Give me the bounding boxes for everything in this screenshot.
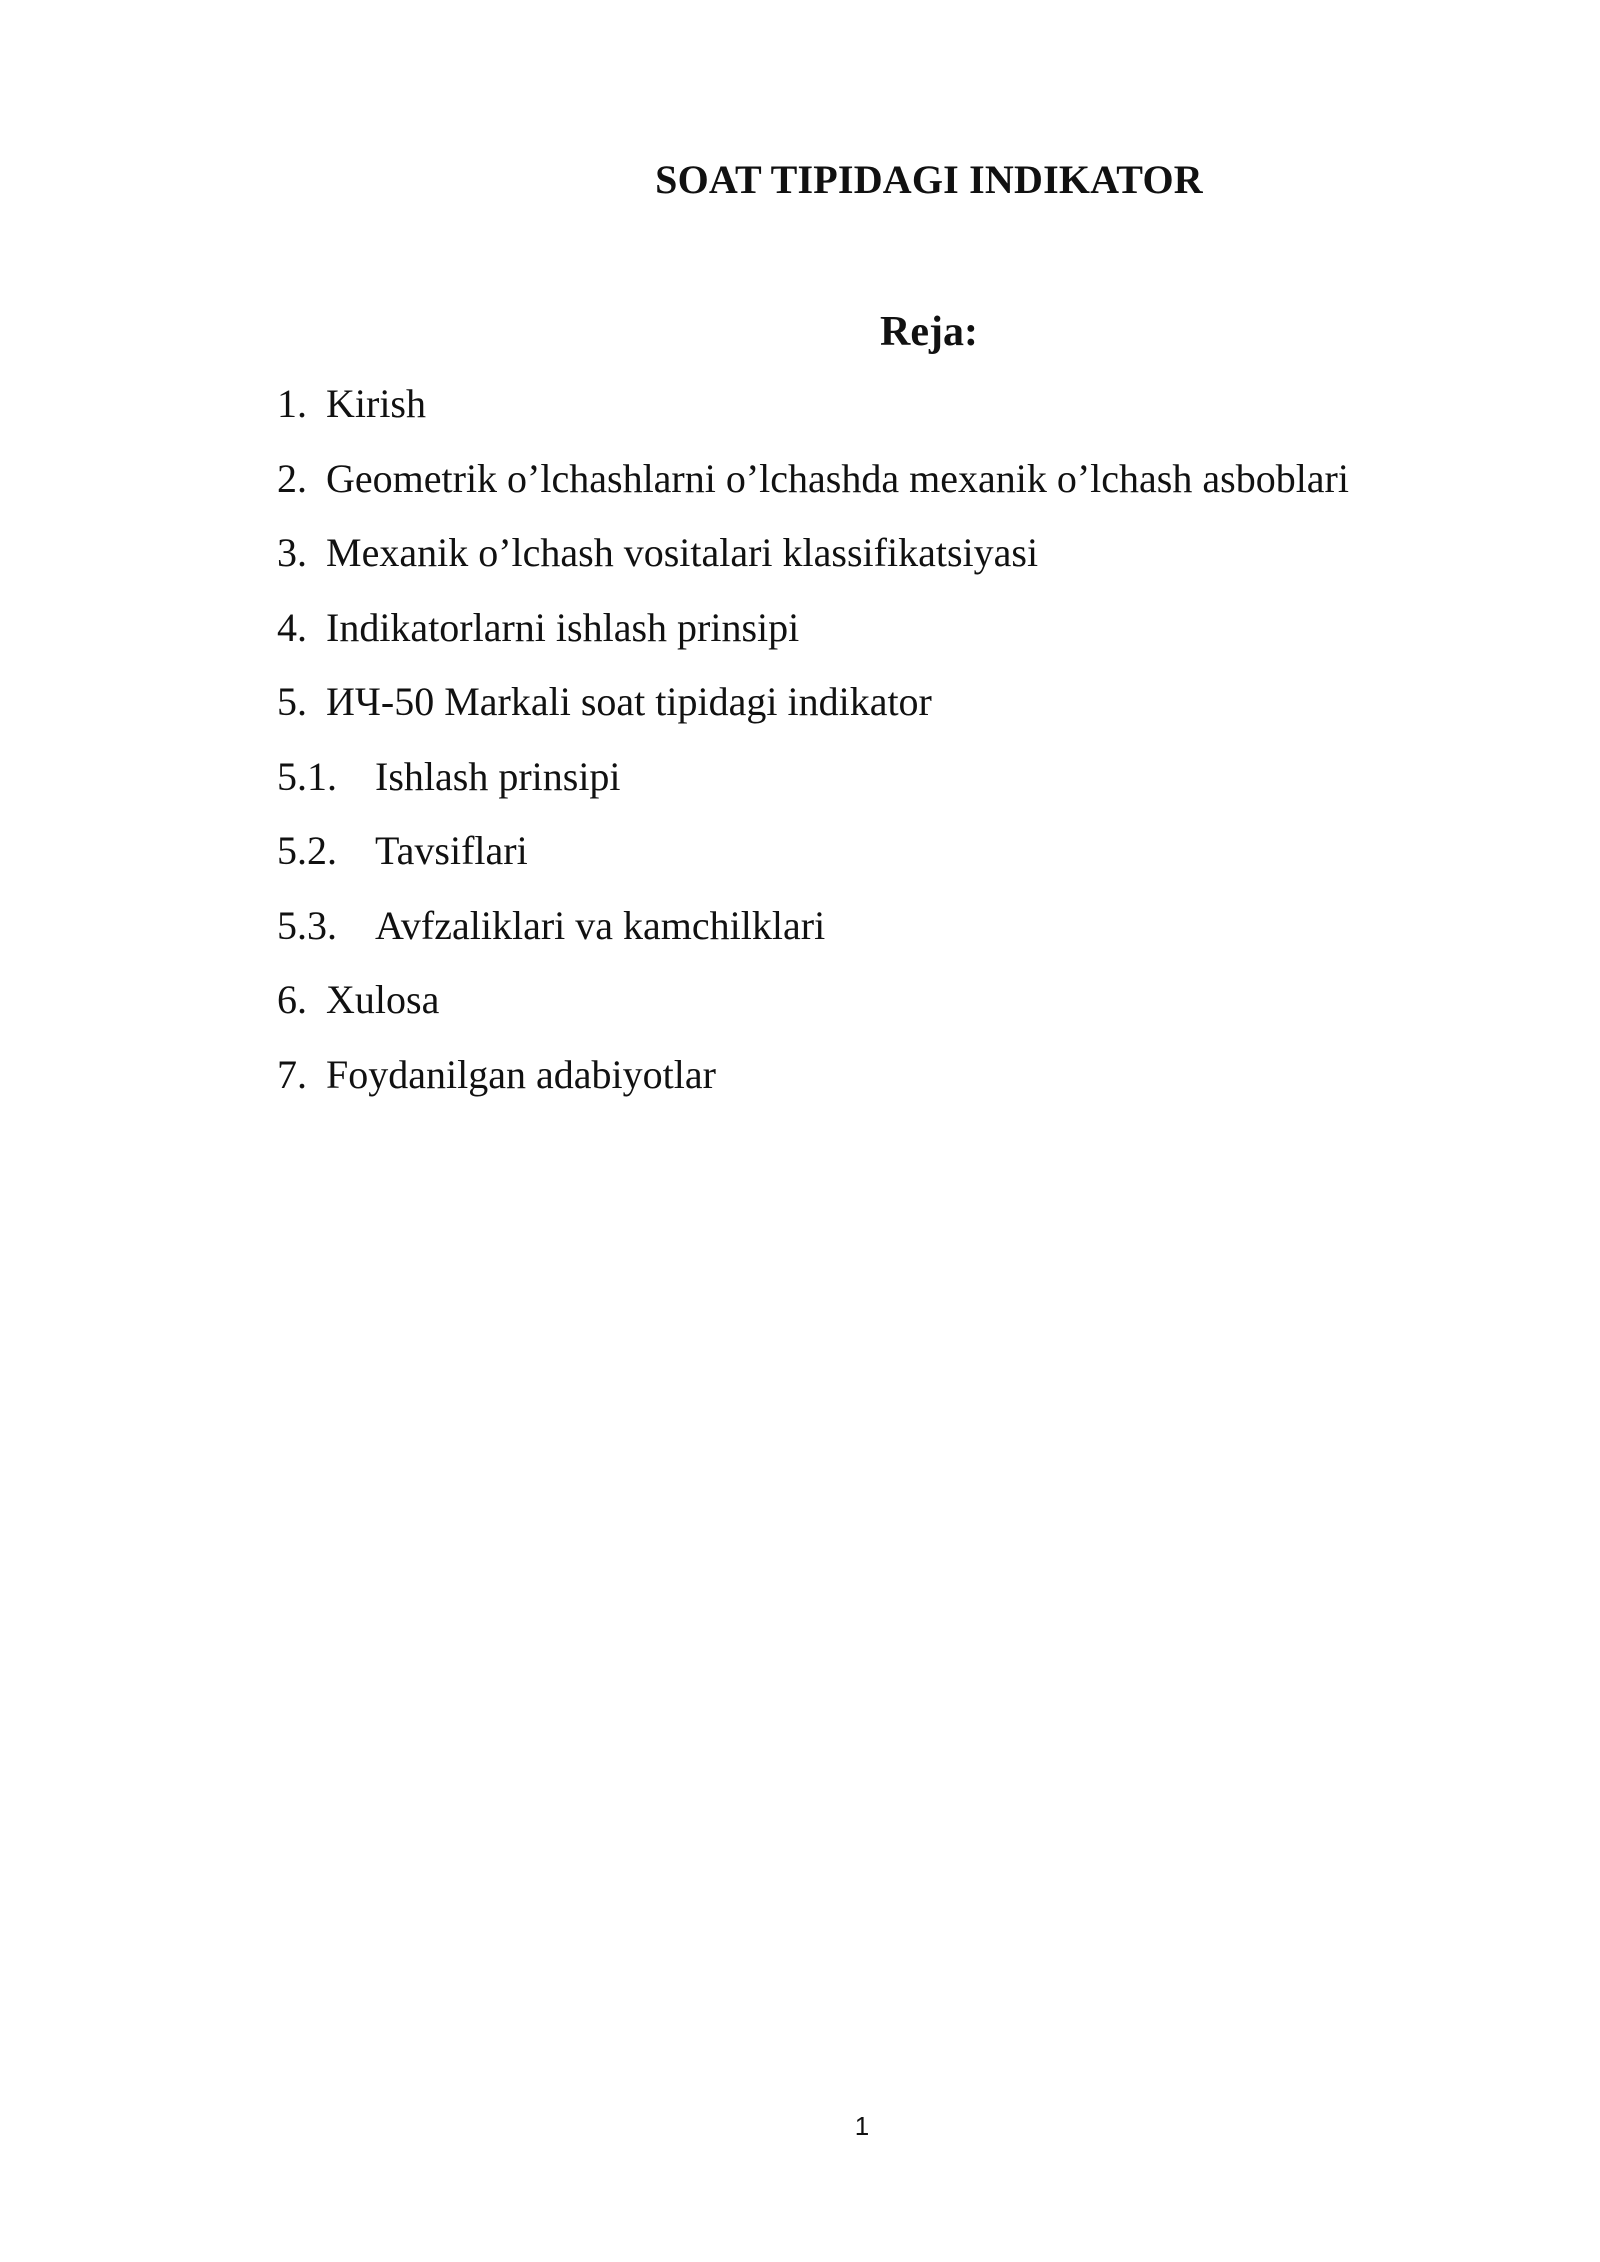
plan-item-text: Foydanilgan adabiyotlar	[326, 1051, 716, 1097]
plan-list	[277, 374, 1527, 1119]
plan-item-text: Ishlash prinsipi	[375, 753, 621, 799]
plan-subitem	[277, 896, 1527, 971]
plan-item-text: Indikatorlarni ishlash prinsipi	[326, 604, 800, 650]
plan-item-number: 5.3.	[277, 902, 337, 948]
plan-item-text: Xulosa	[326, 977, 440, 1022]
plan-item-text: Kirish	[326, 381, 426, 426]
plan-subitem	[277, 747, 1527, 822]
plan-item	[277, 374, 1527, 449]
plan-item	[277, 523, 1527, 598]
plan-item-text: ИЧ-50 Markali soat tipidagi indikator	[326, 679, 932, 724]
plan-item-number: 5.2.	[277, 828, 337, 873]
plan-item-text: Mexanik o’lchash vositalari klassifikatsiyasi	[326, 530, 1039, 575]
plan-subitem	[277, 821, 1527, 896]
plan-heading: Reja:	[880, 309, 978, 355]
plan-item-number: 6.	[277, 977, 307, 1022]
plan-item-text: Tavsiflari	[375, 828, 528, 873]
plan-item-number: 7.	[277, 1051, 307, 1097]
plan-item-number: 2.	[277, 455, 307, 501]
plan-item-number: 1.	[277, 381, 307, 426]
plan-item	[277, 970, 1527, 1045]
plan-item-number: 5.	[277, 679, 307, 724]
plan-item	[277, 672, 1527, 747]
plan-item-text: Geometrik o’lchashlarni o’lchashda mexanik o’lchash asboblari	[326, 455, 1349, 501]
document-title: SOAT TIPIDAGI INDIKATOR	[655, 157, 1203, 202]
plan-item-number: 5.1.	[277, 753, 337, 799]
plan-item-number: 3.	[277, 530, 307, 575]
plan-item-text: Avfzaliklari va kamchilklari	[375, 902, 826, 948]
plan-item	[277, 1045, 1527, 1120]
plan-item	[277, 449, 1527, 524]
page-number: 1	[854, 2111, 870, 2141]
plan-item	[277, 598, 1527, 673]
plan-item-number: 4.	[277, 604, 307, 650]
